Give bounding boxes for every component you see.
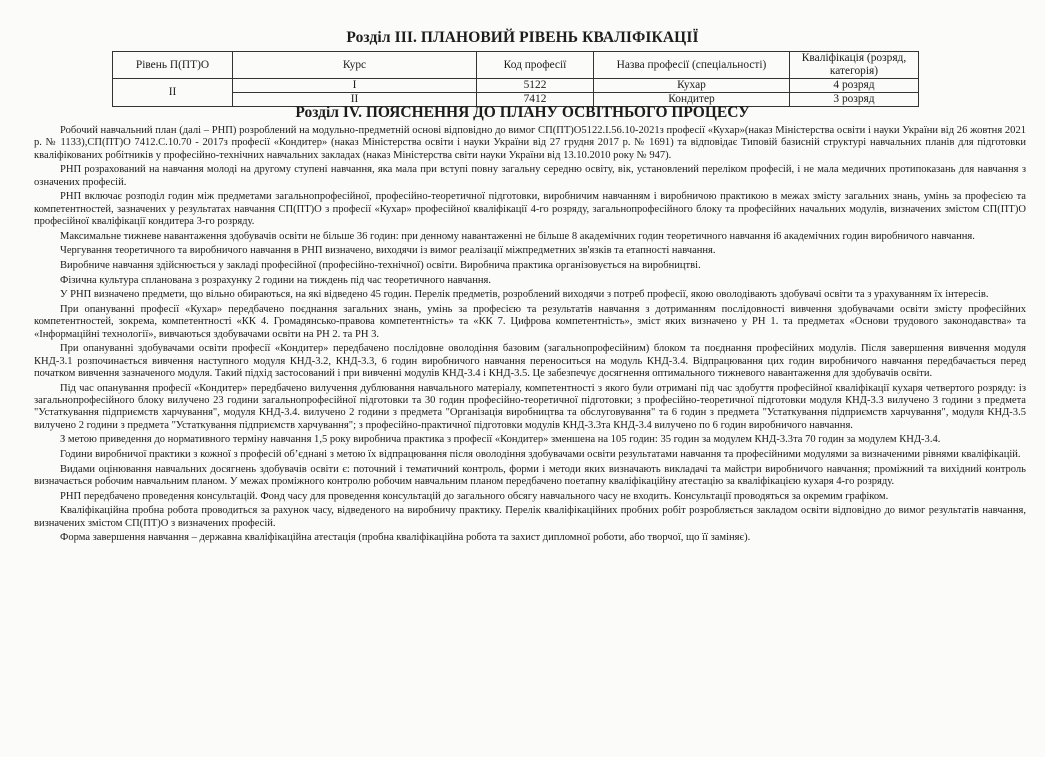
cell-name: Кухар (594, 79, 790, 93)
paragraph: Години виробничої практики з кожної з професій об’єднані з метою їх відпрацювання після оволодіння здобувачами освіти результатами навчання та професійними модулями за визначеними рівнями кваліфікацій. (60, 449, 1021, 460)
paragraph: Робочий навчальний план (далі – РНП) розроблений на модульно-предметній основі відповідно до вимог СП(ПТ)О5122.І.56.10-2021з професії «Кухар»(наказ Міністерства освіти і науки України від 26 жовтня 2021 р. № 1133),СП(ПТ)О 7412.С.10.70 - 2017з професії «Кондитер» (наказ Міністерства освіти і науки України від 27 грудня 2017 р. № 1691) та відповідає Типовій базисній структурі навчальних планів для підготовки кваліфікованих робітників у професійно-технічних навчальних закладах (наказ Міністерства світи науки України від 13.10.2010 року № 947). (34, 125, 1026, 161)
paragraph: Виробниче навчання здійснюється у закладі професійної (професійно-технічної) освіти. Виробнича практика організовується на виробництві. (60, 260, 701, 271)
table-row (113, 79, 919, 93)
cell-course: ІІ (233, 93, 477, 107)
cell-code: 7412 (477, 93, 594, 107)
paragraph: Видами оцінювання навчальних досягнень здобувачів освіти є: поточний і тематичний контроль, форми і методи яких визначають викладачі та майстри виробничого навчання; проміжний та вихідний контроль визначається робочим навчальним планом. У межах проміжного контролю робочим навчальним планом передбачено поетапну кваліфікаційну атестацію за кваліфікацією кухаря 4-го розряду. (34, 463, 1026, 487)
cell-level: ІІ (113, 79, 233, 107)
table-header-row (113, 52, 919, 79)
header-level: Рівень П(ПТ)О (113, 52, 233, 79)
cell-name: Кондитер (594, 93, 790, 107)
cell-code: 5122 (477, 79, 594, 93)
paragraph: При опануванні здобувачами освіти професії «Кондитер» передбачено послідовне оволодіння базовим (загальнопрофесійним) блоком та поєднання професійних модулів. Після завершення вивчення модуля КНД-3.1 розпочинається вивчення наступного модуля КНД-3.2, КНД-3.3, 6 годин виробничого навчання переноситься на модуль КНД-3.4. Відпрацювання цих годин виробничого навчання передбачається перед початком вивчення зазначеного модуля. Такий підхід застосований і при вивченні модулів КНД-3.4 і КНД-3.5. Це забезпечує досягнення оптимального тижневого навантаження для здобувачів освіти. (34, 343, 1026, 379)
paragraph: РНП включає розподіл годин між предметами загальнопрофесійної, професійно-теоретичної підготовки, виробничим навчанням і виробничою практикою в межах змісту загальних знань, умінь за професією та компетентностей, зазначених у результатах навчання СП(ПТ)О з професії «Кухар» професійної кваліфікації 4-го розряду, загальнопрофесійного блоку та професійних начальних модулів, визначених змістом СП(ПТ)О професійної кваліфікації кондитера 3-го розряду. (34, 191, 1026, 228)
paragraph: Фізична культура спланована з розрахунку 2 години на тиждень під час теоретичного навчання. (60, 274, 491, 286)
paragraph: РНП передбачено проведення консультацій. Фонд часу для проведення консультацій до загального обсягу навчального часу не входить. Консультації проводяться за окремим графіком. (60, 490, 889, 502)
paragraph: РНП розрахований на навчання молоді на другому ступені навчання, яка мала при вступі повну загальну середню освіту, вік, установлений переліком професій, і не мала медичних протипоказань для навчання з означених професій. (34, 164, 1026, 188)
paragraph: З метою приведення до нормативного терміну навчання 1,5 року виробнича практика з професії «Кондитер» зменшена на 105 годин: 35 годин за модулем КНД-3.3та 70 годин за модулем КНД-3.4. (60, 434, 941, 446)
paragraph-cut-off: Форма завершення навчання – державна кваліфікаційна атестація (пробна кваліфікаційна робота та захист дипломної роботи, або творчої, що її заміняє). (60, 532, 751, 544)
section-4-title: Розділ ІV. ПОЯСНЕННЯ ДО ПЛАНУ ОСВІТНЬОГО ПРОЦЕСУ (295, 104, 750, 121)
header-code: Код професії (477, 52, 594, 79)
paragraph: Кваліфікаційна пробна робота проводиться за рахунок часу, відведеного на виробничу практику. Перелік кваліфікаційних пробних робіт розробляється закладом освіти відповідно до вимог результатів навчання, визначених змістом СП(ПТ)О з визначених професій. (34, 505, 1026, 529)
paragraph: Максимальне тижневе навантаження здобувачів освіти не більше 36 годин: при денному навантаженні не більше 8 академічних годин теоретичного навчання і6 академічних годин виробничого навчання. (60, 230, 975, 242)
cell-qualification: 3 розряд (790, 93, 919, 107)
header-name: Назва професії (спеціальності) (594, 52, 790, 79)
cell-qualification: 4 розряд (790, 79, 919, 93)
paragraph: При опануванні професії «Кухар» передбачено поєднання загальних знань, умінь за професією та результатів навчання з дотриманням послідовності вивчення здобувачами освіти змісту професійних компетентностей, зокрема, компетентності «КК 4. Громадянсько-правова компетентність» та «КК 7. Цифрова компетентність», зміст яких визначено у РН 1. та предметах «Основи трудового законодавства» та «Інформаційні технології», вивчаються здобувачами освіти на РН 2. та РН 3. (34, 303, 1026, 340)
explanatory-text (34, 125, 1026, 545)
header-qualification: Кваліфікація (розряд, категорія) (790, 52, 919, 79)
paragraph: У РНП визначено предмети, що вільно обираються, на які відведено 45 годин. Перелік предметів, розроблений виходячи з потреб професії, якою оволодівають здобувачі освіти та з урахуванням їх інтересів. (60, 289, 989, 301)
cell-course: І (233, 79, 477, 93)
paragraph: Чергування теоретичного та виробничого навчання в РНП визначено, виходячи із вимог реалізації міжпредметних зв'язків та етапності навчання. (60, 245, 716, 257)
header-course: Курс (233, 52, 477, 79)
section-3-title: Розділ ІІІ. ПЛАНОВИЙ РІВЕНЬ КВАЛІФІКАЦІЇ (346, 29, 699, 46)
qualification-table (112, 51, 919, 107)
paragraph: Під час опанування професії «Кондитер» передбачено вилучення дублювання навчального матеріалу, компетентності з якого були отримані під час здобуття професійної кваліфікації кухаря четвертого розряду: із загальнопрофесійного блоку вилучено 23 години загальнопрофесійної підготовки та 30 годин професійно-теоретичної підготовки; з професійно-теоретичної підготовки модуля КНД-3.3 вилучено 3 години з предмета "Устаткування підприємств харчування", модуля КНД-3.4. вилучено 2 години з предмета "Організація виробництва та обслуговування" та 6 годин з предмета "Устаткування підприємств харчування", модуля КНД-3.5 вилучено 2 години з предмета "Устаткування підприємств харчування"; з професійно-практичної підготовки модулів КНД-3.3та КНД-3.4 вилучено по 6 годин виробничого навчання. (34, 382, 1026, 431)
